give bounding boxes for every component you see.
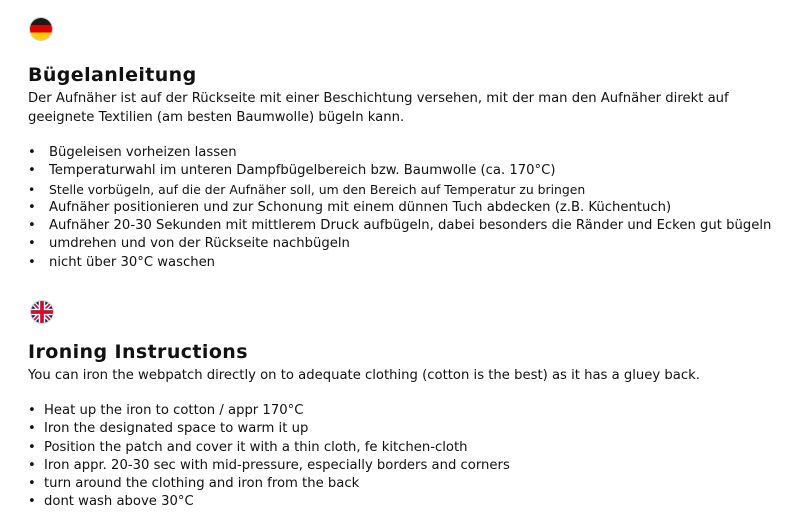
list-item: [28, 199, 798, 217]
list-item: [28, 144, 798, 162]
bullet: •: [28, 181, 36, 197]
list-item: [28, 162, 798, 180]
step-text: Aufnäher 20-30 Sekunden mit mittlerem Druck aufbügeln, dabei besonders die Ränder und Ecken gut bügeln: [49, 218, 772, 234]
list-item: [28, 439, 768, 457]
german-heading: Bügelanleitung: [28, 64, 197, 86]
bullet: •: [28, 403, 36, 418]
step-text: dont wash above 30°C: [44, 494, 194, 510]
english-heading: Ironing Instructions: [28, 341, 248, 363]
bullet: •: [28, 254, 36, 270]
bullet: •: [28, 145, 36, 160]
step-text: Aufnäher positionieren und zur Schonung mit einem dünnen Tuch abdecken (z.B. Küchentuch): [49, 199, 672, 215]
bullet: •: [28, 457, 36, 473]
step-text: Iron the designated space to warm it up: [44, 421, 309, 437]
english-steps-list: [28, 402, 768, 512]
english-intro: You can iron the webpatch directly on to adequate clothing (cotton is the best) as it has a gluey back.: [28, 368, 700, 383]
bullet: •: [28, 199, 36, 215]
bullet: •: [28, 218, 36, 234]
bullet: •: [28, 439, 36, 455]
step-text: Position the patch and cover it with a thin cloth, fe kitchen-cloth: [44, 439, 468, 455]
list-item: [28, 254, 798, 272]
list-item: [28, 217, 798, 235]
list-item: [28, 475, 768, 493]
step-text: turn around the clothing and iron from the back: [44, 476, 360, 492]
german-intro: Der Aufnäher ist auf der Rückseite mit einer Beschichtung versehen, mit der man den Aufnäher direkt auf geeignete Textilien (am besten Baumwolle) bügeln kann.: [28, 91, 729, 125]
list-item: [28, 420, 768, 438]
bullet: •: [28, 236, 36, 252]
step-text: Stelle vorbügeln, auf die der Aufnäher soll, um den Bereich auf Temperatur zu bringen: [49, 181, 586, 197]
uk-flag-icon: [31, 301, 53, 323]
step-text: Temperaturwahl im unteren Dampfbügelbereich bzw. Baumwolle (ca. 170°C): [49, 163, 556, 179]
list-item: [28, 493, 768, 511]
step-text: Iron appr. 20-30 sec with mid-pressure, especially borders and corners: [44, 457, 510, 473]
step-text: umdrehen und von der Rückseite nachbügeln: [49, 236, 350, 252]
list-item: [28, 181, 798, 199]
german-steps-list: [28, 144, 798, 272]
step-text: nicht über 30°C waschen: [49, 254, 216, 270]
list-item: [28, 402, 768, 420]
step-text: Heat up the iron to cotton / appr 170°C: [44, 403, 304, 418]
bullet: •: [28, 163, 36, 179]
germany-flag-icon: [30, 18, 52, 40]
bullet: •: [28, 476, 36, 492]
list-item: [28, 457, 768, 475]
bullet: •: [28, 494, 36, 510]
step-text: Bügeleisen vorheizen lassen: [49, 145, 237, 160]
list-item: [28, 235, 798, 253]
bullet: •: [28, 421, 36, 437]
